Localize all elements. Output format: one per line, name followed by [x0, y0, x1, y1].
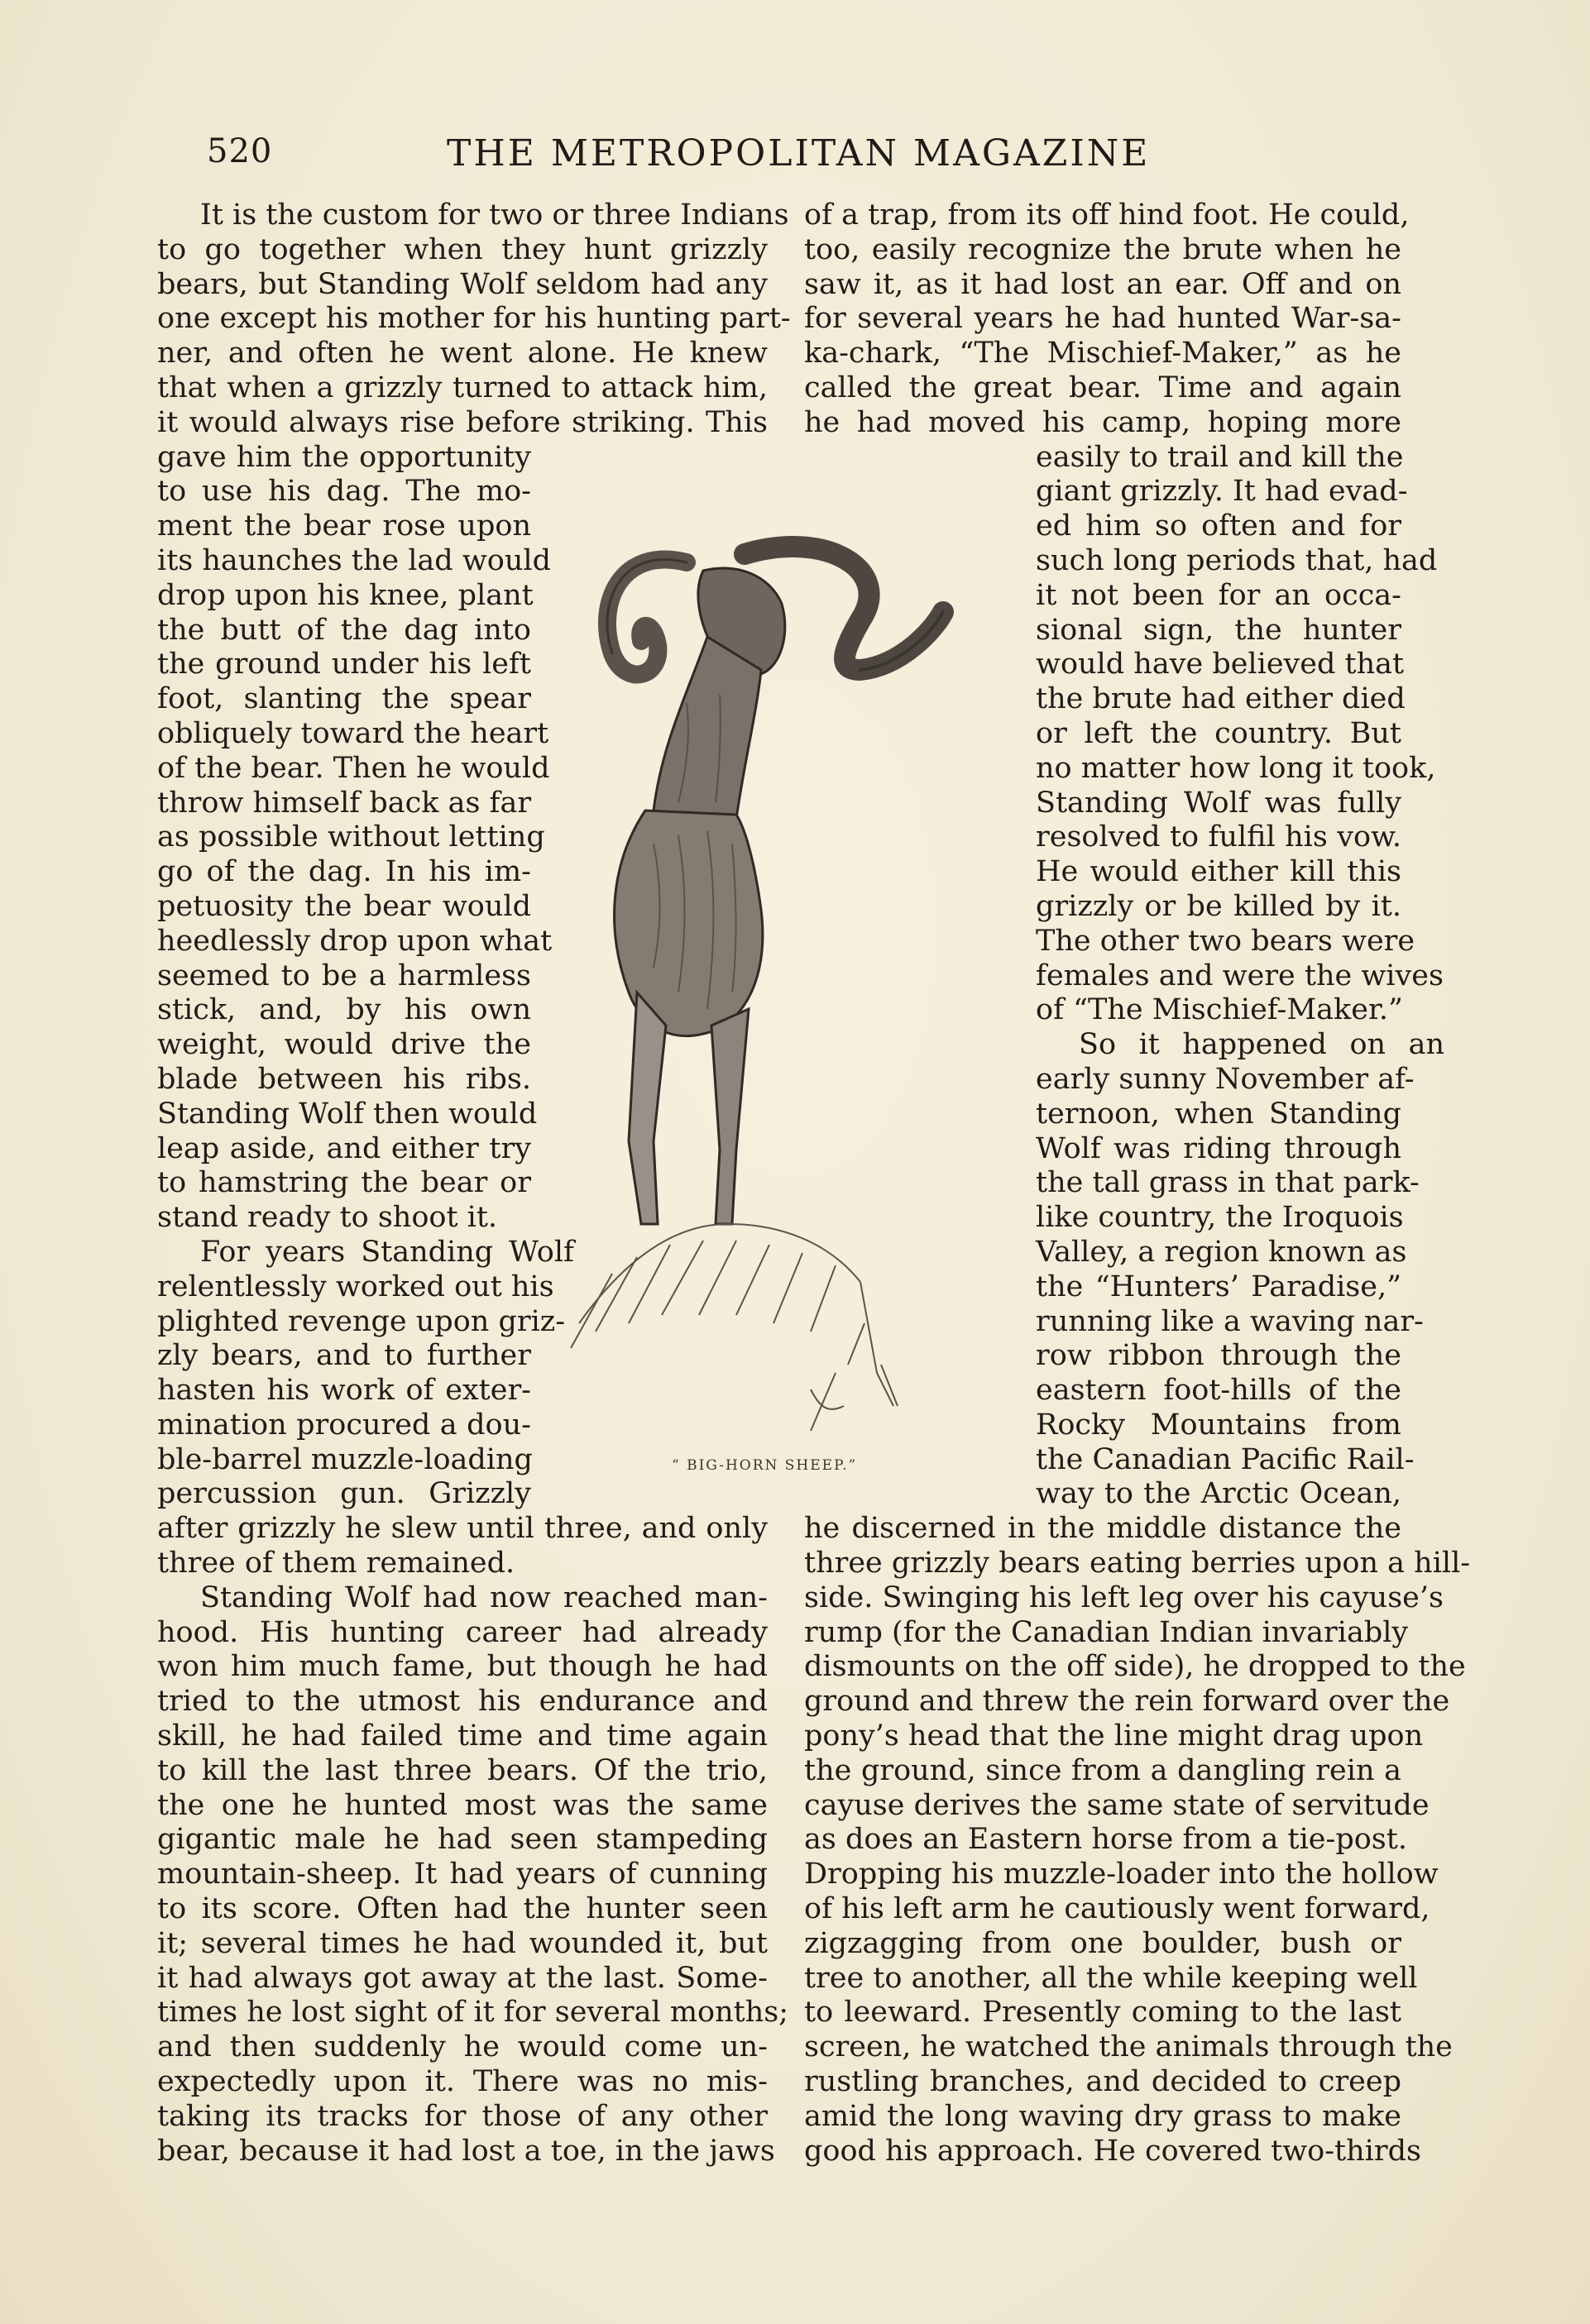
text-line: to use his dag. The mo- — [157, 475, 531, 509]
text-line: it not been for an occa- — [1036, 578, 1401, 612]
text-line: pony’s head that the line might drag upon — [804, 1719, 1424, 1753]
text-line: too, easily recognize the brute when he — [804, 232, 1401, 266]
text-line: of “The Mischief-Maker.” — [1036, 993, 1403, 1027]
text-line: Wolf was riding through — [1036, 1131, 1401, 1165]
text-line: tried to the utmost his endurance and — [157, 1685, 768, 1719]
text-line: leap aside, and either try — [157, 1131, 531, 1165]
text-line: to leeward. Presently coming to the last — [804, 1996, 1401, 2030]
text-line: the ground under his left — [157, 648, 531, 681]
text-line: way to the Arctic Ocean, — [1036, 1477, 1401, 1511]
text-line: rustling branches, and decided to creep — [804, 2065, 1401, 2099]
text-line: of his left arm he cautiously went forward, — [804, 1892, 1430, 1926]
text-line: three of them remained. — [157, 1547, 515, 1580]
text-line: ka-chark, “The Mischief-Maker,” as he — [804, 337, 1401, 371]
text-line: giant grizzly. It had evad- — [1036, 475, 1408, 509]
text-line: or left the country. But — [1036, 716, 1401, 750]
text-line: three grizzly bears eating berries upon a hill- — [804, 1547, 1471, 1580]
text-line: like country, the Iroquois — [1036, 1201, 1404, 1235]
text-line: females and were the wives — [1036, 959, 1444, 992]
text-line: would have believed that — [1036, 648, 1405, 681]
page-header — [207, 132, 1406, 182]
text-line: to go together when they hunt grizzly — [157, 232, 768, 266]
text-line: the tall grass in that park- — [1036, 1166, 1420, 1200]
text-line: stick, and, by his own — [157, 993, 531, 1027]
text-line: its haunches the lad would — [157, 543, 551, 577]
text-line: easily to trail and kill the — [1036, 440, 1404, 474]
text-line: Standing Wolf had now reached man- — [200, 1580, 768, 1614]
text-line: tree to another, all the while keeping well — [804, 1961, 1418, 1995]
text-line: the ground, since from a dangling rein a — [804, 1753, 1401, 1787]
text-line: obliquely toward the heart — [157, 716, 549, 750]
text-line: running like a waving nar- — [1036, 1304, 1424, 1338]
text-line: ble-barrel muzzle-loading — [157, 1442, 533, 1476]
text-line: For years Standing Wolf — [200, 1235, 574, 1269]
paragraph — [157, 1580, 788, 2169]
sheep-drawing — [563, 496, 968, 1472]
text-line: gigantic male he had seen stampeding — [157, 1823, 768, 1857]
text-line: Standing Wolf then would — [157, 1097, 538, 1131]
text-line: petuosity the bear would — [157, 889, 531, 923]
text-line: ed him so often and for — [1036, 509, 1401, 543]
text-line: taking its tracks for those of any other — [157, 2099, 768, 2133]
text-line: plighted revenge upon griz- — [157, 1304, 566, 1338]
text-line: called the great bear. Time and again — [804, 371, 1401, 404]
text-line: The other two bears were — [1036, 924, 1415, 958]
text-line: that when a grizzly turned to attack him, — [157, 371, 768, 404]
text-line: as possible without letting — [157, 820, 545, 854]
text-line: skill, he had failed time and time again — [157, 1719, 768, 1753]
text-line: expectedly upon it. There was no mis- — [157, 2065, 768, 2099]
text-line: he discerned in the middle distance the — [804, 1512, 1401, 1546]
text-line: Valley, a region known as — [1036, 1235, 1407, 1269]
text-line: to its score. Often had the hunter seen — [157, 1892, 768, 1926]
text-line: go of the dag. In his im- — [157, 855, 531, 889]
text-line: bear, because it had lost a toe, in the jaws — [157, 2134, 775, 2168]
text-line: gave him the opportunity — [157, 440, 531, 474]
text-line: won him much fame, but though he had — [157, 1650, 768, 1684]
text-line: of a trap, from its off hind foot. He could, — [804, 198, 1410, 232]
text-line: So it happened on an — [1079, 1028, 1444, 1062]
text-line: cayuse derives the same state of servitude — [804, 1788, 1430, 1822]
text-line: for several years he had hunted War-sa- — [804, 302, 1401, 336]
text-line: the brute had either died — [1036, 682, 1406, 716]
text-line: weight, would drive the — [157, 1028, 531, 1062]
text-line: and then suddenly he would come un- — [157, 2030, 768, 2064]
text-line: screen, he watched the animals through the — [804, 2030, 1453, 2064]
text-line: saw it, as it had lost an ear. Off and on — [804, 267, 1401, 301]
text-line: drop upon his knee, plant — [157, 578, 534, 612]
text-line: percussion gun. Grizzly — [157, 1477, 531, 1511]
text-line: one except his mother for his hunting part- — [157, 302, 791, 336]
big-horn-sheep-illustration — [563, 496, 968, 1472]
text-line: side. Swinging his left leg over his cayuse’s — [804, 1580, 1444, 1614]
text-line: hasten his work of exter- — [157, 1374, 531, 1408]
text-line: such long periods that, had — [1036, 543, 1438, 577]
text-line: blade between his ribs. — [157, 1062, 531, 1096]
text-line: dismounts on the off side), he dropped to the — [804, 1650, 1466, 1684]
text-line: sional sign, the hunter — [1036, 613, 1401, 647]
text-line: after grizzly he slew until three, and only — [157, 1512, 768, 1546]
text-line: mountain-sheep. It had years of cunning — [157, 1858, 768, 1891]
text-line: the one he hunted most was the same — [157, 1788, 768, 1822]
text-line: grizzly or be killed by it. — [1036, 889, 1401, 923]
text-line: the butt of the dag into — [157, 613, 531, 647]
text-line: times he lost sight of it for several months; — [157, 1996, 788, 2030]
text-line: Standing Wolf was fully — [1036, 786, 1401, 820]
text-line: of the bear. Then he would — [157, 751, 550, 785]
text-line: ternoon, when Standing — [1036, 1097, 1401, 1131]
text-line: to hamstring the bear or — [157, 1166, 531, 1200]
text-line: foot, slanting the spear — [157, 682, 531, 716]
text-line: no matter how long it took, — [1036, 751, 1436, 785]
text-line: zly bears, and to further — [157, 1339, 531, 1373]
running-title: THE METROPOLITAN MAGAZINE — [447, 132, 1151, 175]
text-line: amid the long waving dry grass to make — [804, 2099, 1401, 2133]
text-line: rump (for the Canadian Indian invariably — [804, 1615, 1409, 1649]
text-line: Rocky Mountains from — [1036, 1408, 1401, 1442]
text-line: ment the bear rose upon — [157, 509, 531, 543]
text-line: Dropping his muzzle-loader into the hollow — [804, 1858, 1439, 1891]
text-line: heedlessly drop upon what — [157, 924, 553, 958]
page-number: 520 — [207, 132, 273, 170]
text-line: row ribbon through the — [1036, 1339, 1401, 1373]
text-line: resolved to fulfil his vow. — [1036, 820, 1401, 854]
text-line: mination procured a dou- — [157, 1408, 531, 1442]
text-line: It is the custom for two or three Indians — [200, 198, 789, 232]
text-line: he had moved his camp, hoping more — [804, 405, 1401, 439]
text-line: as does an Eastern horse from a tie-post. — [804, 1823, 1407, 1857]
text-line: seemed to be a harmless — [157, 959, 531, 992]
illustration-caption: “ BIG-HORN SHEEP.” — [672, 1457, 858, 1474]
text-line: hood. His hunting career had already — [157, 1615, 768, 1649]
text-line: it had always got away at the last. Some- — [157, 1961, 768, 1995]
text-line: it; several times he had wounded it, but — [157, 1926, 768, 1960]
text-line: bears, but Standing Wolf seldom had any — [157, 267, 768, 301]
text-line: ner, and often he went alone. He knew — [157, 337, 768, 371]
text-line: the “Hunters’ Paradise,” — [1036, 1270, 1401, 1303]
text-line: ground and threw the rein forward over the — [804, 1685, 1450, 1719]
text-line: relentlessly worked out his — [157, 1270, 554, 1303]
text-line: to kill the last three bears. Of the trio, — [157, 1753, 768, 1787]
text-line: stand ready to shoot it. — [157, 1201, 498, 1235]
text-line: zigzagging from one boulder, bush or — [804, 1926, 1401, 1960]
text-line: it would always rise before striking. This — [157, 405, 768, 439]
text-line: good his approach. He covered two-thirds — [804, 2134, 1421, 2168]
text-line: early sunny November af- — [1036, 1062, 1415, 1096]
text-line: He would either kill this — [1036, 855, 1401, 889]
text-line: the Canadian Pacific Rail- — [1036, 1442, 1415, 1476]
text-line: eastern foot-hills of the — [1036, 1374, 1401, 1408]
text-line: throw himself back as far — [157, 786, 532, 820]
